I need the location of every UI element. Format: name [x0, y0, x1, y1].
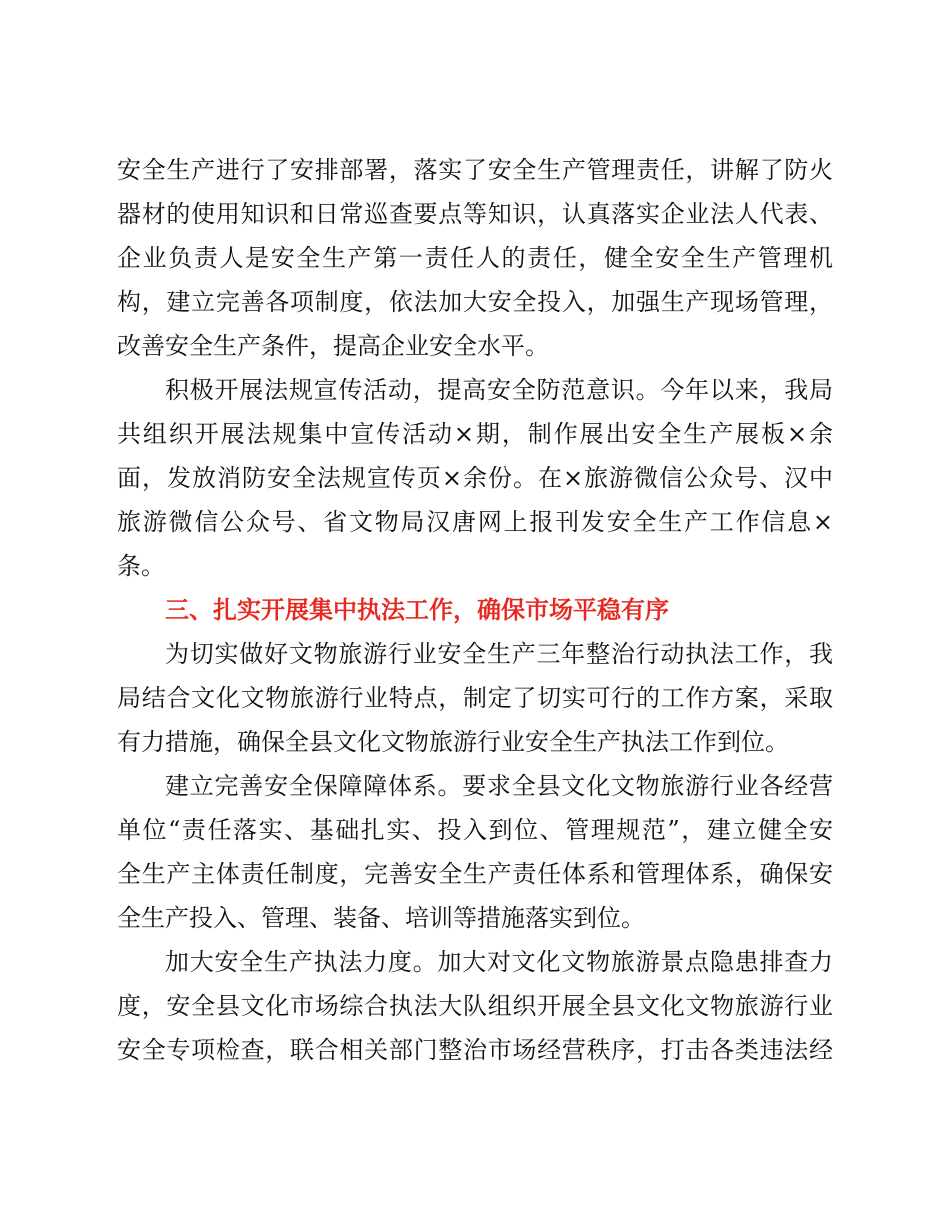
paragraph-enforcement-plan [117, 632, 833, 764]
text-line: 积极开展法规宣传活动，提高安全防范意识。今年以来，我局 [165, 376, 833, 404]
text-line: 安全专项检查，联合相关部门整治市场经营秩序，打击各类违法经 [117, 1036, 833, 1064]
paragraph-enforcement-strength [117, 940, 833, 1072]
text-line: 面，发放消防安全法规宣传页×余份。在×旅游微信公众号、汉中 [117, 464, 833, 492]
text-line: 共组织开展法规集中宣传活动×期，制作展出安全生产展板×余 [117, 420, 833, 448]
text-line: 器材的使用知识和日常巡查要点等知识，认真落实企业法人代表、 [117, 200, 833, 228]
text-line: 条。 [117, 552, 165, 580]
text-line: 度，安全县文化市场综合执法大队组织开展全县文化文物旅游行业 [117, 992, 833, 1020]
text-line: 有力措施，确保全县文化文物旅游行业安全生产执法工作到位。 [117, 728, 789, 756]
text-line: 局结合文化文物旅游行业特点，制定了切实可行的工作方案，采取 [117, 684, 833, 712]
text-line: 全生产投入、管理、装备、培训等措施落实到位。 [117, 904, 645, 932]
document-page [117, 148, 833, 1072]
text-line: 全生产主体责任制度，完善安全生产责任体系和管理体系，确保安 [117, 860, 833, 888]
paragraph-guarantee-system [117, 764, 833, 940]
paragraph-safety-deployment [117, 148, 833, 368]
text-line: 加大安全生产执法力度。加大对文化文物旅游景点隐患排查力 [165, 948, 833, 976]
text-line: 旅游微信公众号、省文物局汉唐网上报刊发安全生产工作信息× [117, 508, 833, 536]
section-heading: 三、扎实开展集中执法工作，确保市场平稳有序 [165, 596, 669, 624]
text-line: 企业负责人是安全生产第一责任人的责任，健全安全生产管理机 [117, 244, 833, 272]
paragraph-legal-publicity [117, 368, 833, 588]
text-line: 安全生产进行了安排部署，落实了安全生产管理责任，讲解了防火 [117, 156, 833, 184]
text-line: 构，建立完善各项制度，依法加大安全投入，加强生产现场管理， [117, 288, 833, 316]
text-line: 改善安全生产条件，提高企业安全水平。 [117, 332, 549, 360]
text-line: 为切实做好文物旅游行业安全生产三年整治行动执法工作，我 [165, 640, 833, 668]
text-line: 单位“责任落实、基础扎实、投入到位、管理规范”，建立健全安 [117, 816, 833, 844]
text-line: 建立完善安全保障障体系。要求全县文化文物旅游行业各经营 [165, 772, 833, 800]
